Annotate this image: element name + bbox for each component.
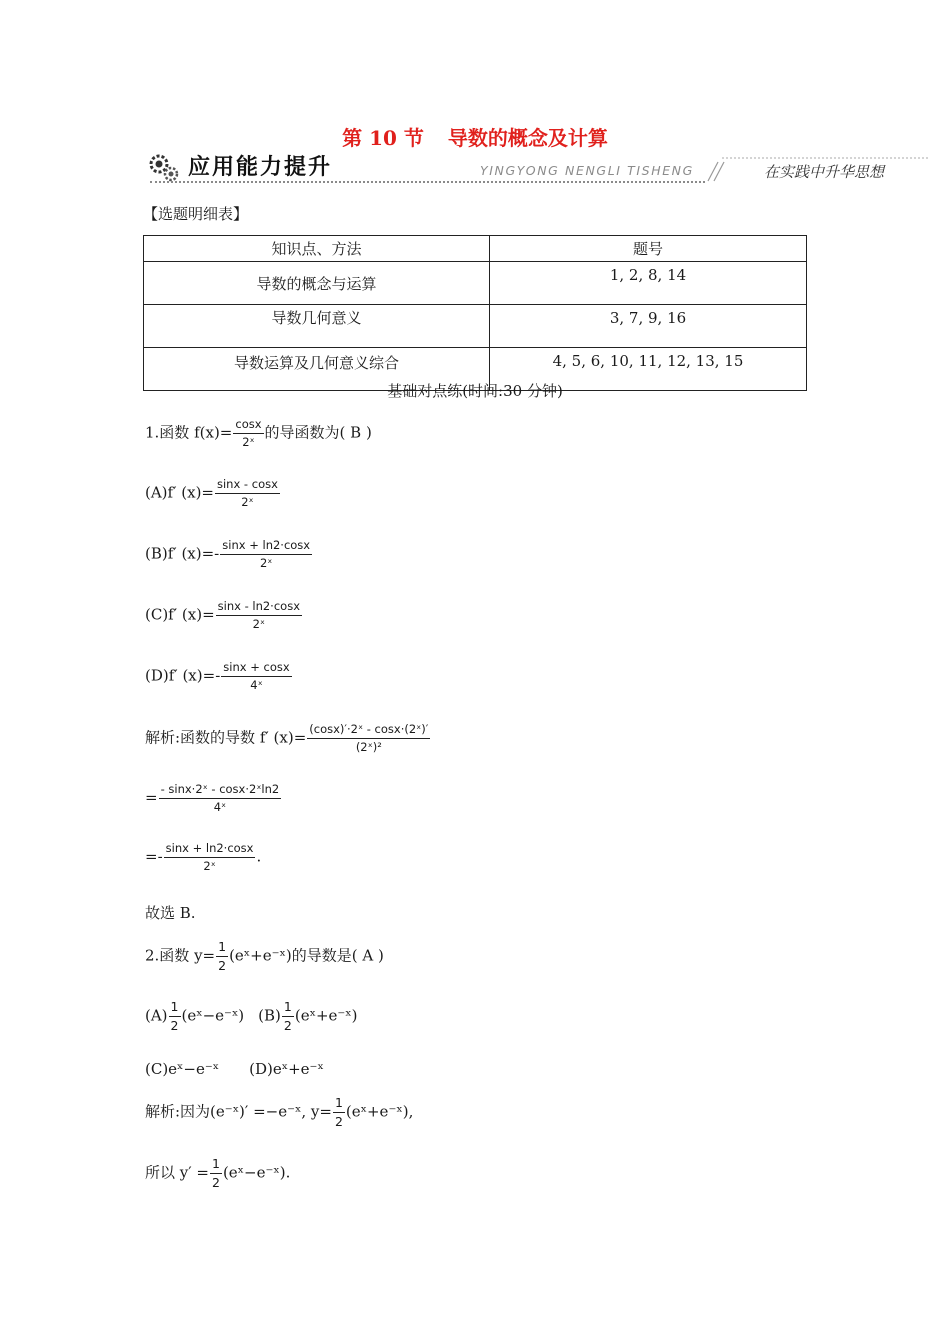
q1-solution-line-1: 解析:函数的导数 f′ (x)= $\frac{\text{(cosx)′·2ˣ - cosx·(2ˣ)′}}{\text{(2ˣ)²}}$ [145,722,429,754]
fraction: $\frac{\cos x}{\text{2ˣ}}$ [235,417,262,449]
cell-topic: 导数运算及几何意义综合 [144,348,490,391]
question-2-stem: 2.函数 y= $\frac{1}{2}$ (eˣ+e⁻ˣ)的导数是( A ) [145,939,384,973]
header-question-numbers: 题号 [490,236,807,262]
banner-slogan: 在实践中升华思想 [764,163,885,181]
banner-heading: 应用能力提升 [188,155,333,180]
table-row [144,305,807,348]
header-topic: 知识点、方法 [144,236,490,262]
cell-numbers: 4, 5, 6, 10, 11, 12, 13, 15 [490,348,807,391]
topic-table [143,235,807,391]
cell-topic: 导数几何意义 [144,305,490,348]
banner-divider [150,181,705,183]
option-d: (D)f′ (x)=- $\frac{\sin x + \cos x}{\text{4ˣ}}$ [145,660,290,692]
cell-numbers: 1, 2, 8, 14 [490,262,807,305]
section-topic: 导数的概念及计算 [447,126,608,150]
table-header-row [144,236,807,262]
q2-solution: 解析:因为(e⁻ˣ)′ =−e⁻ˣ, y= $\frac{1}{2}$ (eˣ+e⁻ˣ), [145,1095,414,1129]
gear-icon [148,153,180,183]
q1-answer: 故选 B. [145,904,196,922]
table-row [144,262,807,305]
page-title [0,122,950,151]
banner-pinyin: YINGYONG NENGLI TISHENG [480,163,694,178]
q2-conclusion: 所以 y′ = $\frac{1}{2}$ (eˣ−e⁻ˣ). [145,1156,291,1190]
cell-topic: 导数的概念与运算 [144,262,490,305]
option-a: (A)f′ (x)= $\frac{\sin x - \cos x}{\text{2ˣ}}$ [145,477,278,509]
q2-options-ab: (A) $\frac{1}{2}$ (eˣ−e⁻ˣ) (B) $\frac{1}{2}$ (eˣ+e⁻ˣ) [145,999,358,1033]
option-c: (C)f′ (x)= $\frac{\sin x - \ln 2\cdot\cos x}{\text{2ˣ}}$ [145,599,300,631]
q1-solution-line-3: =- $\frac{\sin x + \ln 2\cdot\cos x}{\text{2ˣ}}$ . [145,841,262,873]
question-1-stem: 1.函数 f(x)= $\frac{\cos x}{\text{2ˣ}}$ 的导函数为( B ) [145,417,372,449]
table-heading: 【选题明细表】 [143,205,249,223]
q2-options-cd: (C)eˣ−e⁻ˣ (D)eˣ+e⁻ˣ [145,1060,324,1078]
section-number: 第 10 节 [342,126,424,150]
option-b: (B)f′ (x)=- $\frac{\sin x + \ln 2\cdot\cos x}{\text{2ˣ}}$ [145,538,311,570]
drill-title: 基础对点练(时间:30 分钟) [387,382,563,400]
q1-solution-line-2: = $\frac{\text{- sinx·2ˣ - cosx·2ˣln2}}{\text{4ˣ}}$ [145,782,280,814]
cell-numbers: 3, 7, 9, 16 [490,305,807,348]
